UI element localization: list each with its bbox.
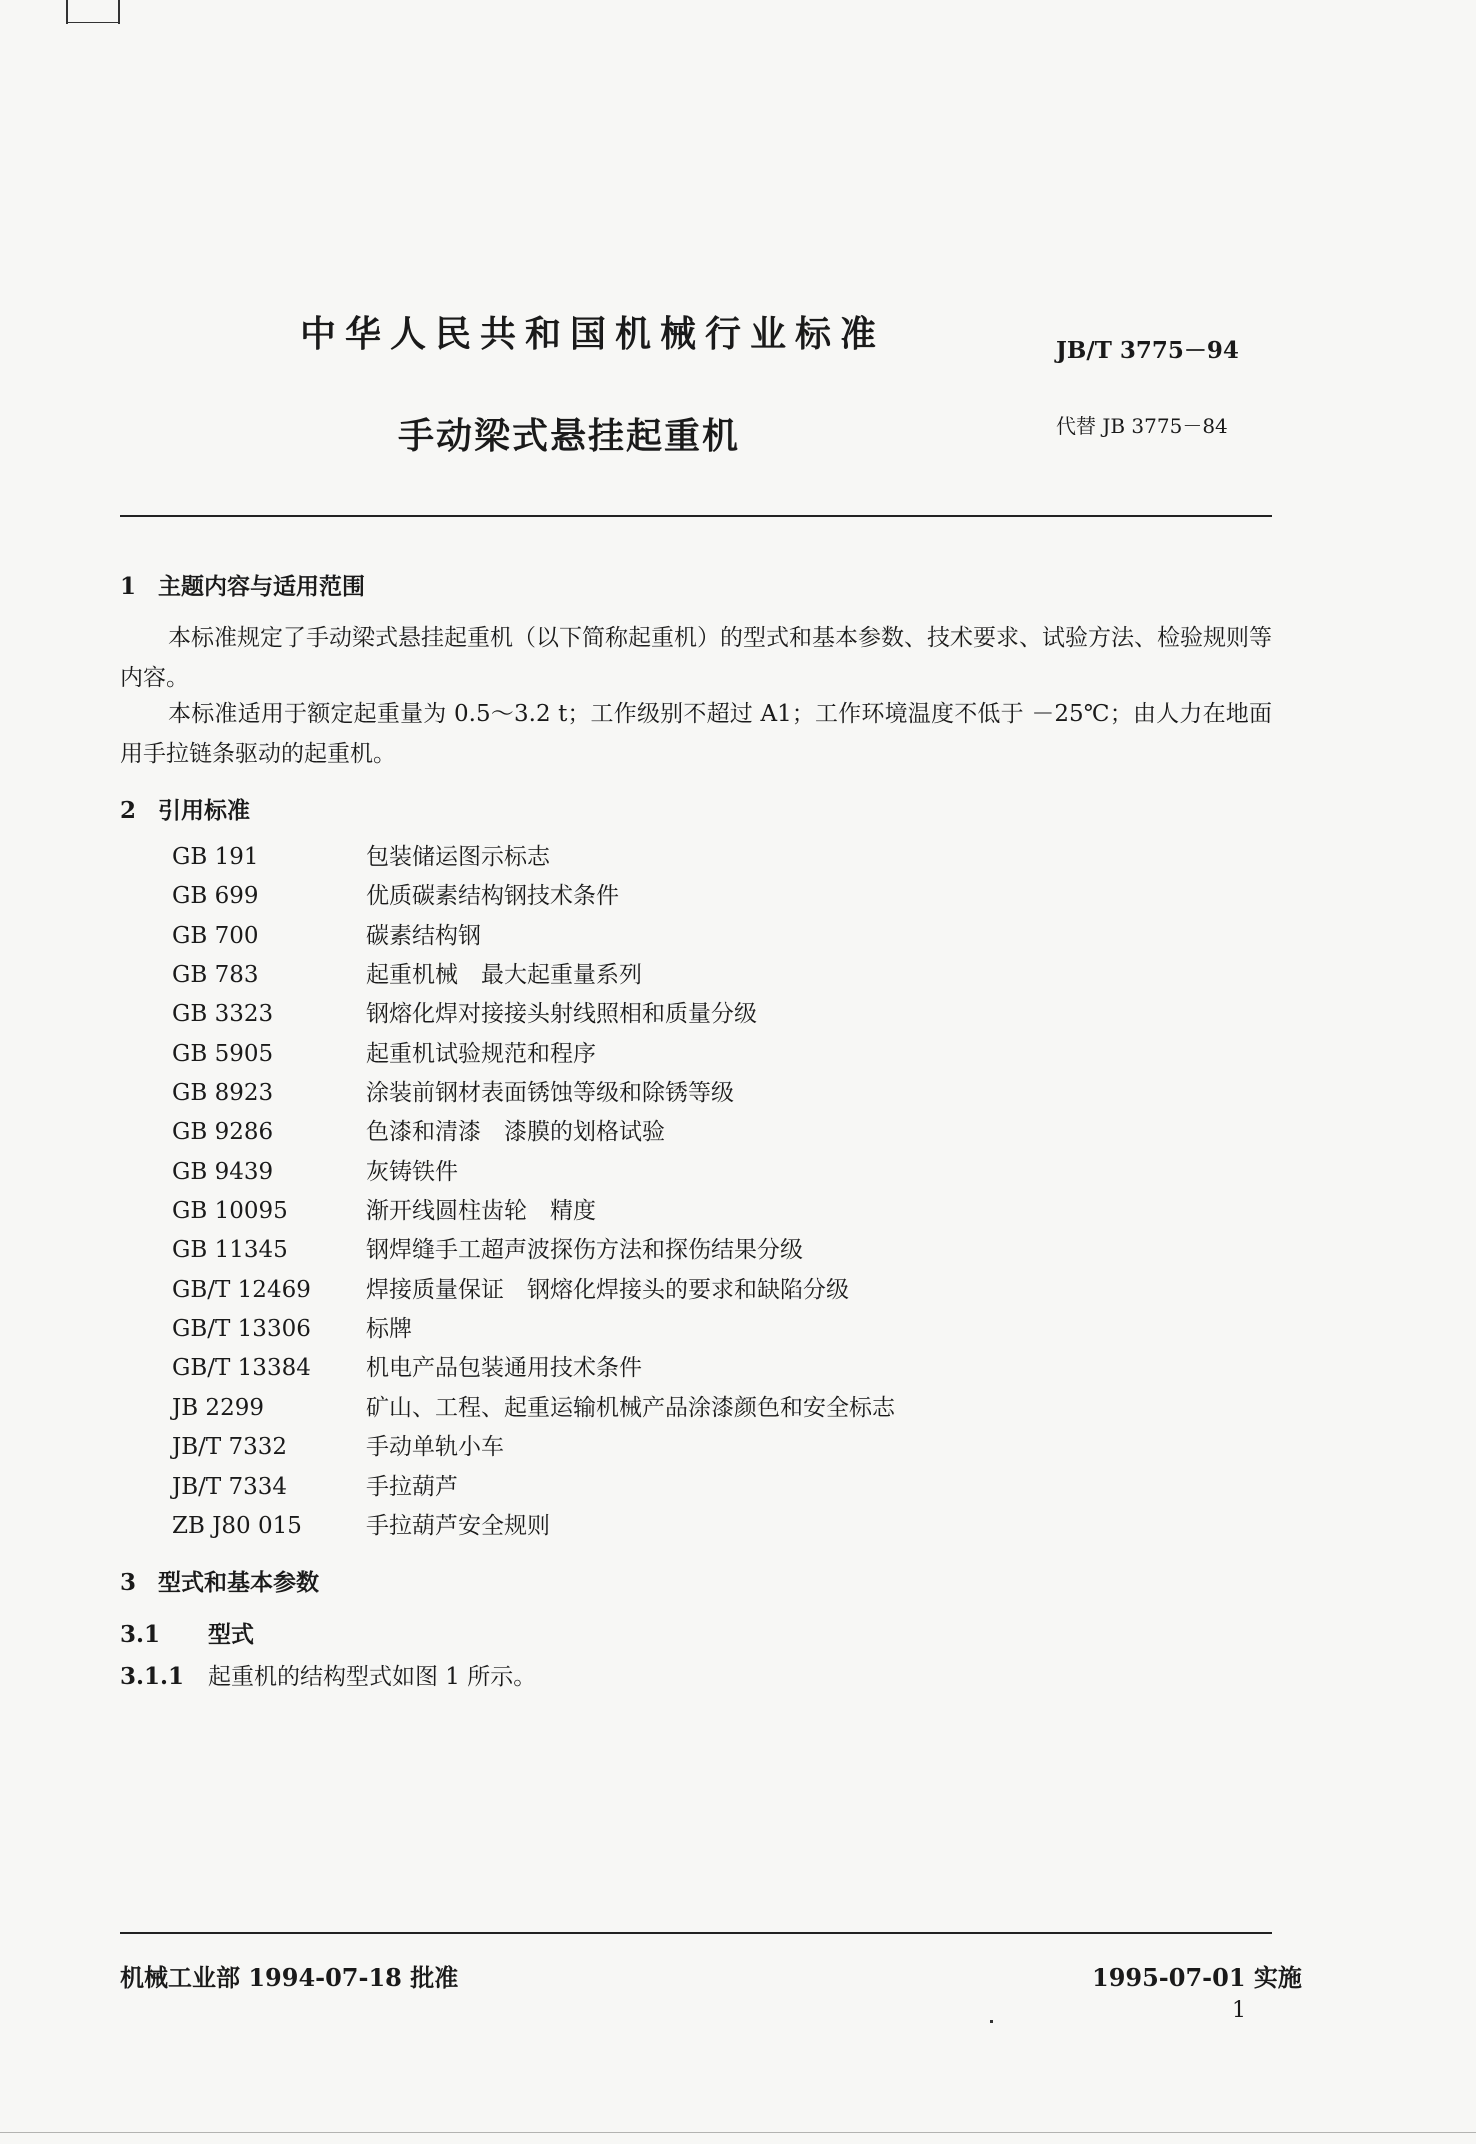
effective-date: 1995-07-01 实施 xyxy=(1092,1963,1302,1992)
reference-name: 钢焊缝手工超声波探伤方法和探伤结果分级 xyxy=(366,1237,803,1264)
reference-code: GB 9439 xyxy=(172,1158,274,1185)
reference-item xyxy=(172,1349,895,1388)
reference-name: 优质碳素结构钢技术条件 xyxy=(366,883,619,910)
clause-number: 3.1.1 xyxy=(120,1663,185,1690)
reference-name: 钢熔化焊对接接头射线照相和质量分级 xyxy=(366,1001,757,1028)
approval-line: 机械工业部 1994-07-18 批准 xyxy=(120,1963,459,1992)
scan-mark xyxy=(0,2132,1476,2133)
reference-name: 起重机械 最大起重量系列 xyxy=(366,962,642,989)
section-1-heading xyxy=(120,568,365,601)
reference-name: 焊接质量保证 钢熔化焊接头的要求和缺陷分级 xyxy=(366,1276,849,1303)
reference-name: 包装储运图示标志 xyxy=(366,844,550,870)
reference-code: JB/T 7332 xyxy=(172,1434,288,1461)
section-number: 3 xyxy=(120,1569,137,1596)
reference-item xyxy=(172,956,895,995)
reference-item xyxy=(172,838,895,877)
reference-code: GB 8923 xyxy=(172,1080,274,1107)
reference-name: 标牌 xyxy=(366,1316,412,1343)
standard-title: 中华人民共和国机械行业标准 xyxy=(300,314,886,355)
reference-item xyxy=(172,1389,895,1428)
scan-mark xyxy=(66,22,120,23)
section-number: 1 xyxy=(120,573,137,600)
reference-code: JB 2299 xyxy=(172,1394,264,1421)
reference-name: 手拉葫芦安全规则 xyxy=(366,1512,550,1539)
reference-name: 渐开线圆柱齿轮 精度 xyxy=(366,1198,596,1225)
reference-code: GB 10095 xyxy=(172,1198,288,1225)
standard-code: JB/T 3775－94 xyxy=(1056,337,1239,364)
reference-item xyxy=(172,1192,895,1231)
reference-code: JB/T 7334 xyxy=(172,1473,288,1500)
footer-divider xyxy=(120,1932,1272,1934)
scan-mark xyxy=(118,0,120,24)
reference-item xyxy=(172,1271,895,1310)
scan-mark xyxy=(990,2020,993,2023)
reference-item xyxy=(172,1428,895,1467)
reference-code: GB 5905 xyxy=(172,1040,274,1067)
reference-list xyxy=(172,838,895,1546)
reference-name: 矿山、工程、起重运输机械产品涂漆颜色和安全标志 xyxy=(366,1394,895,1421)
document-title: 手动梁式悬挂起重机 xyxy=(398,416,741,457)
clause-3-1-1 xyxy=(120,1658,536,1691)
reference-code: GB/T 13384 xyxy=(172,1355,311,1382)
reference-code: GB 11345 xyxy=(172,1237,288,1264)
reference-code: GB/T 13306 xyxy=(172,1316,311,1343)
reference-item xyxy=(172,1231,895,1270)
section-2-heading xyxy=(120,792,250,825)
header-divider xyxy=(120,515,1272,517)
reference-code: GB 3323 xyxy=(172,1001,274,1028)
replaces-standard: 代替 JB 3775－84 xyxy=(1056,414,1228,438)
reference-code: GB 783 xyxy=(172,962,259,989)
reference-item xyxy=(172,1310,895,1349)
scan-mark xyxy=(66,0,68,24)
section-title: 引用标准 xyxy=(158,797,250,824)
subsection-3-1-heading xyxy=(120,1616,254,1649)
reference-name: 手动单轨小车 xyxy=(366,1434,504,1461)
reference-item xyxy=(172,1507,895,1546)
reference-name: 碳素结构钢 xyxy=(366,922,481,949)
reference-name: 色漆和清漆 漆膜的划格试验 xyxy=(366,1119,665,1146)
reference-code: GB 700 xyxy=(172,922,259,949)
subsection-title: 型式 xyxy=(208,1621,254,1648)
clause-text: 起重机的结构型式如图 1 所示。 xyxy=(208,1664,537,1690)
reference-name: 灰铸铁件 xyxy=(366,1158,458,1185)
reference-name: 起重机试验规范和程序 xyxy=(366,1040,596,1067)
section-1-paragraph-1: 本标准规定了手动梁式悬挂起重机（以下简称起重机）的型式和基本参数、技术要求、试验方法、检验规则等内容。 xyxy=(120,625,1272,691)
section-number: 2 xyxy=(120,797,137,824)
reference-item xyxy=(172,995,895,1034)
reference-name: 手拉葫芦 xyxy=(366,1473,458,1500)
section-3-heading xyxy=(120,1564,319,1597)
reference-name: 机电产品包装通用技术条件 xyxy=(366,1355,642,1382)
reference-item xyxy=(172,1113,895,1152)
reference-code: ZB J80 015 xyxy=(172,1512,302,1539)
subsection-number: 3.1 xyxy=(120,1621,161,1648)
reference-item xyxy=(172,1074,895,1113)
reference-code: GB/T 12469 xyxy=(172,1276,311,1303)
page-number: 1 xyxy=(1232,1998,1246,2023)
section-title: 型式和基本参数 xyxy=(158,1569,319,1596)
reference-code: GB 699 xyxy=(172,883,259,910)
reference-code: GB 9286 xyxy=(172,1119,274,1146)
reference-item xyxy=(172,1468,895,1507)
reference-item xyxy=(172,1035,895,1074)
reference-item xyxy=(172,877,895,916)
reference-code: GB 191 xyxy=(172,844,259,870)
section-1-paragraph-2: 本标准适用于额定起重量为 0.5～3.2 t；工作级别不超过 A1；工作环境温度不低于 －25℃；由人力在地面用手拉链条驱动的起重机。 xyxy=(120,701,1272,767)
reference-item xyxy=(172,917,895,956)
reference-name: 涂装前钢材表面锈蚀等级和除锈等级 xyxy=(366,1080,734,1107)
reference-item xyxy=(172,1153,895,1192)
section-title: 主题内容与适用范围 xyxy=(158,573,365,600)
